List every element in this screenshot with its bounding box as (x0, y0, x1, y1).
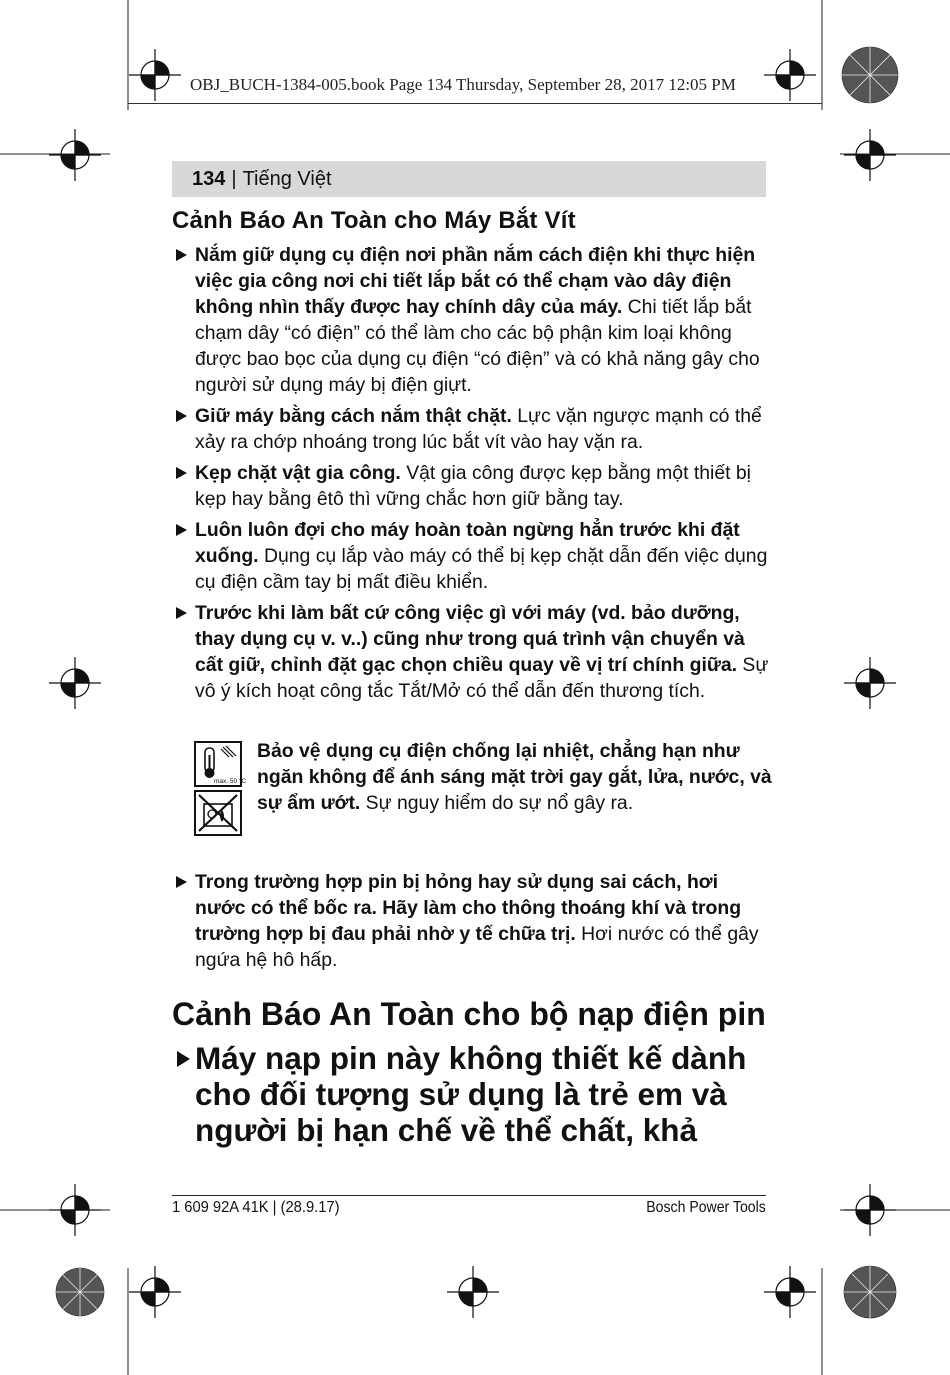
list-item (172, 517, 772, 595)
charger-warning-text: Máy nạp pin này không thiết kế dành cho đối tượng sử dụng là trẻ em và người bị hạn chế về thể chất, khả (195, 1040, 747, 1148)
section-title-screwdriver-safety: Cảnh Báo An Toàn cho Máy Bắt Vít (172, 207, 576, 234)
header-language: Tiếng Việt (242, 168, 332, 190)
print-header: OBJ_BUCH-1384-005.book Page 134 Thursday, September 28, 2017 12:05 PM (190, 75, 736, 94)
item-bold: Kẹp chặt vật gia công. (195, 462, 401, 484)
footer-doc-id: 1 609 92A 41K | (28.9.17) (172, 1199, 340, 1216)
item-bold: Nắm giữ dụng cụ điện nơi phần nắm cách điện khi thực hiện việc gia công nơi chi tiết lắp bắt có thể chạm vào dây điện không nhìn thấy được hay chính dây của máy. (195, 244, 756, 318)
footer-brand: Bosch Power Tools (646, 1199, 766, 1216)
item-bold: Giữ máy bằng cách nắm thật chặt. (195, 405, 512, 427)
page-number: 134 (192, 168, 226, 190)
page-header (172, 161, 766, 197)
no-sun-fire-water-icon (194, 790, 242, 836)
item-bold: Luôn luôn đợi cho máy hoàn toàn ngừng hẳn trước khi đặt xuống. (195, 519, 740, 567)
item-bold: Trước khi làm bất cứ công việc gì với máy (vd. bảo dưỡng, thay dụng cụ v. v..) cũng như trong quá trình vận chuyển và cất giữ, chỉnh đặt gạc chọn chiều quay về vị trí chính giữa. (195, 602, 745, 676)
battery-warning (172, 869, 772, 973)
item-normal: Chi tiết lắp bắt chạm dây “có điện” có thể làm cho các bộ phận kim loại không được bao bọc của dụng cụ điện “có điện” và có khả năng gây cho người sử dụng máy bị điện giựt. (195, 296, 760, 396)
item-normal: Vật gia công được kẹp bằng một thiết bị kẹp hay bằng êtô thì vững chắc hơn giữ bằng tay. (195, 462, 751, 510)
list-item (172, 403, 772, 455)
heat-warning-text (257, 738, 774, 816)
max-temperature-icon (194, 741, 247, 787)
item-normal: Lực vặn ngược mạnh có thể xảy ra chớp nhoáng trong lúc bắt vít vào hay vặn ra. (195, 405, 762, 453)
list-item (172, 869, 772, 973)
header-separator: | (231, 168, 237, 190)
list-item (172, 600, 772, 704)
list-item (172, 460, 772, 512)
bullet-triangle-icon (177, 1051, 190, 1067)
max-temp-label: max. 50 °C (214, 778, 247, 785)
item-bold: Trong trường hợp pin bị hỏng hay sử dụng sai cách, hơi nước có thể bốc ra. Hãy làm cho thông thoáng khí và trong trường hợp bị đau phải nhờ y tế chữa trị. (195, 871, 742, 945)
heat-warning-normal: Sự nguy hiểm do sự nổ gây ra. (360, 792, 634, 814)
list-item (172, 242, 772, 398)
charger-warning-item (172, 1040, 792, 1148)
heat-warning-bold: Bảo vệ dụng cụ điện chống lại nhiệt, chẳng hạn như ngăn không để ánh sáng mặt trời gay gắt, lửa, nước, và sự ẩm ướt. (257, 740, 772, 814)
safety-list (172, 242, 772, 704)
item-normal: Hơi nước có thể gây ngứa hệ hô hấp. (195, 923, 759, 971)
item-normal: Dụng cụ lắp vào máy có thể bị kẹp chặt dẫn đến việc dụng cụ điện cầm tay bị mất điều khiển. (195, 545, 768, 593)
item-normal: Sự vô ý kích hoạt công tắc Tắt/Mở có thể dẫn đến thương tích. (195, 654, 769, 702)
warning-icons (194, 741, 247, 839)
footer-rule (172, 1195, 766, 1196)
section-title-charger-safety: Cảnh Báo An Toàn cho bộ nạp điện pin (172, 996, 766, 1032)
heat-warning-block (194, 738, 774, 816)
